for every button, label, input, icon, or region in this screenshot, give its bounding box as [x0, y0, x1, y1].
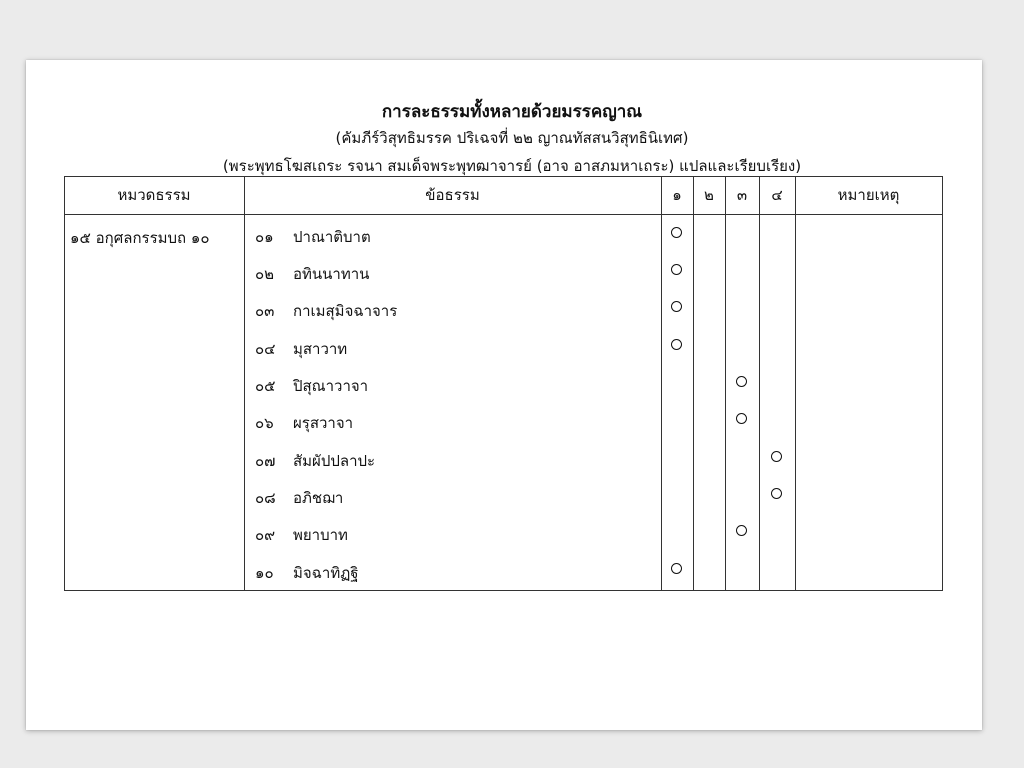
column-divider: [725, 176, 726, 591]
header-col-2: ๒: [704, 186, 714, 204]
check-circle-icon: [771, 451, 782, 462]
check-circle-icon: [736, 413, 747, 424]
row-number: ๐๕: [255, 377, 276, 395]
table-row: [255, 449, 375, 473]
table-row: [255, 262, 369, 286]
row-number: ๐๔: [255, 340, 276, 358]
row-text: สัมผัปปลาปะ: [293, 452, 376, 470]
column-divider: [795, 176, 796, 591]
row-number: ๐๗: [255, 452, 276, 470]
check-circle-icon: [671, 227, 682, 238]
table-row: [255, 523, 348, 547]
row-text: อทินนาทาน: [293, 265, 370, 283]
header-col-3: ๓: [736, 186, 748, 204]
row-text: ปาณาติบาต: [293, 228, 371, 246]
table-row: [255, 299, 397, 323]
row-number: ๑๐: [255, 564, 274, 582]
column-divider: [244, 176, 245, 591]
row-text: กาเมสุมิจฉาจาร: [293, 302, 398, 320]
check-circle-icon: [671, 563, 682, 574]
row-number: ๐๖: [255, 414, 274, 432]
header-col-1: ๑: [672, 186, 682, 204]
check-circle-icon: [671, 339, 682, 350]
column-divider: [759, 176, 760, 591]
table-row: [255, 225, 371, 249]
row-number: ๐๘: [255, 489, 276, 507]
dhamma-table: [64, 176, 943, 591]
row-number: ๐๓: [255, 302, 275, 320]
row-text: ผรุสวาจา: [293, 414, 354, 432]
row-text: อภิชฌา: [293, 489, 344, 507]
table-row: [255, 374, 368, 398]
column-divider: [661, 176, 662, 591]
table-row: [255, 337, 347, 361]
row-text: พยาบาท: [293, 526, 348, 544]
check-circle-icon: [671, 301, 682, 312]
row-number: ๐๑: [255, 228, 274, 246]
document-credit: (พระพุทธโฆสเถระ รจนา สมเด็จพระพุทฒาจารย์ (อาจ อาสภมหาเถระ) แปลและเรียบเรียง): [222, 157, 802, 175]
document-title: การละธรรมทั้งหลายด้วยมรรคญาณ: [381, 102, 643, 122]
table-row: [255, 411, 353, 435]
table-right-rule: [942, 176, 943, 591]
row-number: ๐๙: [255, 526, 276, 544]
row-text: มุสาวาท: [293, 340, 348, 358]
category-label: ๑๕ อกุศลกรรมบถ ๑๐: [70, 229, 210, 247]
row-text: ปิสุณาวาจา: [293, 377, 369, 395]
header-item: ข้อธรรม: [425, 186, 480, 204]
header-col-4: ๔: [771, 186, 783, 204]
header-category: หมวดธรรม: [117, 186, 191, 204]
table-bottom-rule: [64, 590, 943, 591]
row-number: ๐๒: [255, 265, 275, 283]
table-row: [255, 486, 343, 510]
check-circle-icon: [736, 376, 747, 387]
check-circle-icon: [671, 264, 682, 275]
table-header-rule: [64, 214, 943, 215]
column-divider: [693, 176, 694, 591]
check-circle-icon: [771, 488, 782, 499]
document-subtitle: (คัมภีร์วิสุทธิมรรค ปริเฉจที่ ๒๒ ญาณทัสสนวิสุทธินิเทศ): [335, 129, 689, 147]
row-text: มิจฉาทิฏฐิ: [293, 564, 359, 582]
header-note: หมายเหตุ: [837, 186, 900, 204]
table-row: [255, 561, 359, 585]
table-left-rule: [64, 176, 65, 591]
check-circle-icon: [736, 525, 747, 536]
